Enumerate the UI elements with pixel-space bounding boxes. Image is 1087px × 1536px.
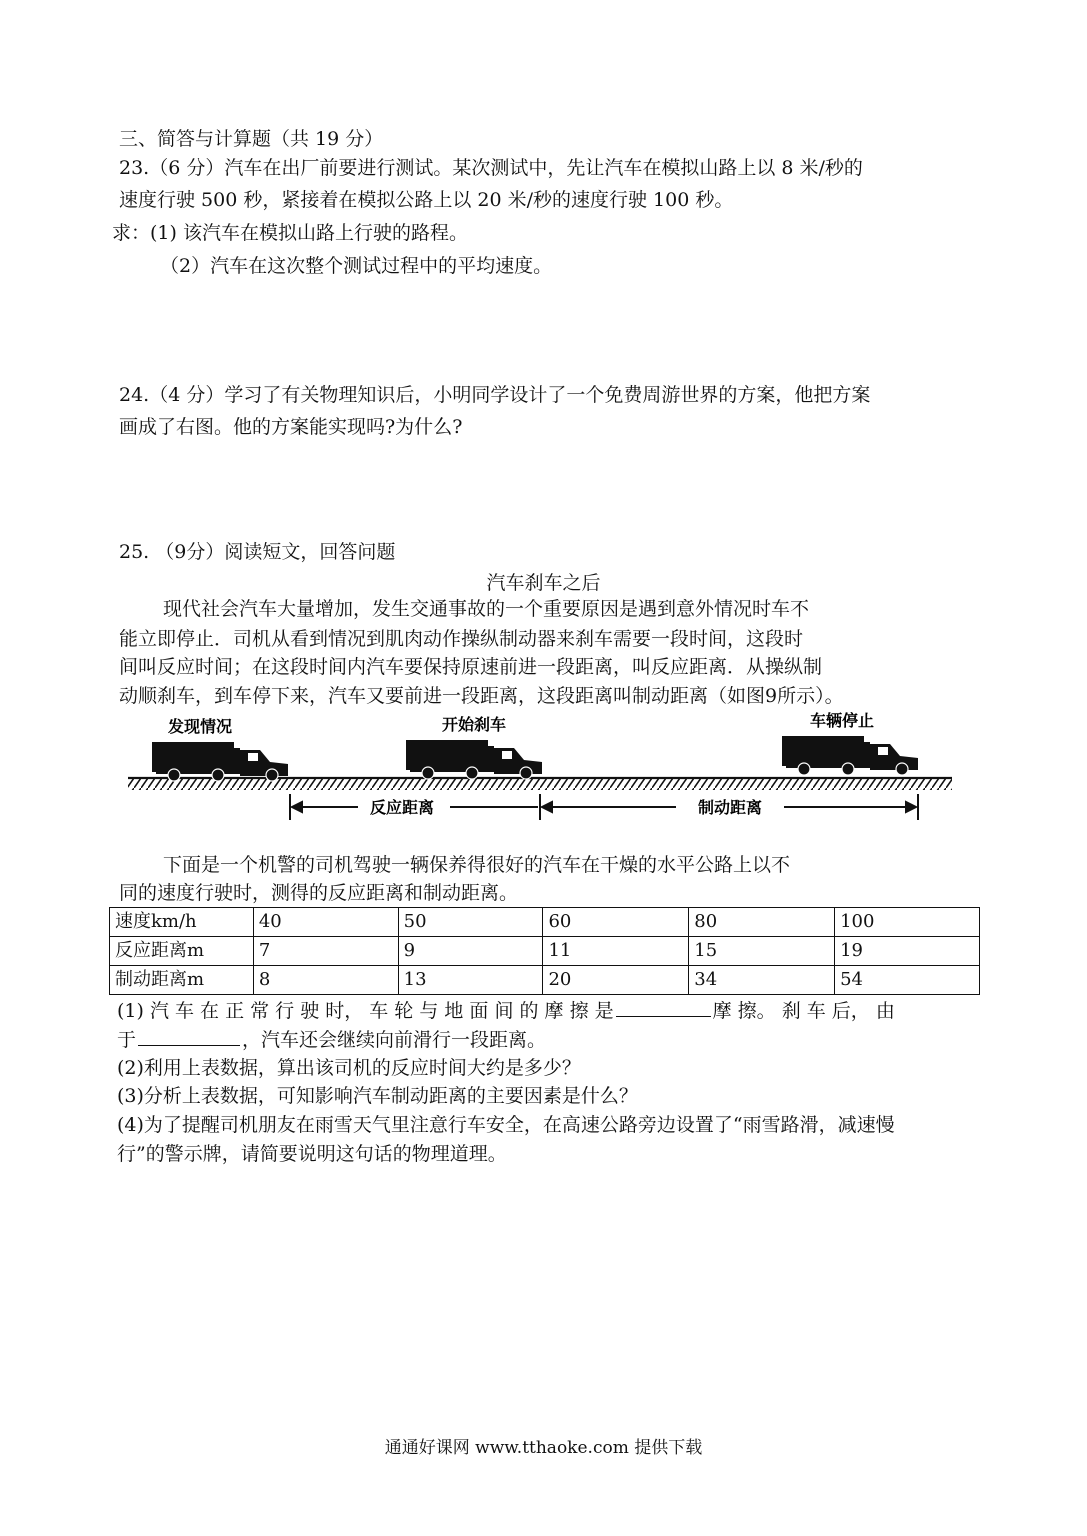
road-ground [128, 778, 952, 790]
label-reaction-distance: 反应距离 [370, 798, 435, 817]
table-row [110, 966, 980, 995]
table-cell: 制动距离m [110, 966, 254, 995]
label-brake: 开始刹车 [442, 715, 507, 734]
truck-icon [152, 742, 288, 781]
subq-1-text-a: (1) 汽 车 在 正 常 行 驶 时， 车 轮 与 地 面 间 的 摩 擦 是 [117, 1000, 614, 1022]
label-found: 发现情况 [168, 717, 233, 736]
subq-1-text-c: 于 [117, 1029, 137, 1051]
table-row [110, 937, 980, 966]
table-cell: 8 [253, 966, 398, 995]
footer-credit: 通通好课网 www.tthaoke.com 提供下载 [384, 1438, 703, 1458]
q23-ask-2: （2）汽车在这次整个测试过程中的平均速度。 [160, 255, 553, 277]
distance-table [109, 907, 980, 995]
answer-blank-2[interactable] [138, 1027, 240, 1046]
q24-line-1: 24.（4 分）学习了有关物理知识后，小明同学设计了一个免费周游世界的方案，他把方案 [119, 384, 871, 406]
passage-para2-line-1: 下面是一个机警的司机驾驶一辆保养得很好的汽车在干燥的水平公路上以不 [163, 854, 791, 876]
subq-4-line-2: 行”的警示牌，请简要说明这句话的物理道理。 [117, 1143, 507, 1165]
label-stop: 车辆停止 [810, 711, 875, 730]
label-braking-distance: 制动距离 [698, 798, 763, 817]
subq-4-line-1: (4)为了提醒司机朋友在雨雪天气里注意行车安全，在高速公路旁边设置了“雨雪路滑，减速慢 [117, 1114, 895, 1136]
table-cell: 7 [253, 937, 398, 966]
q23-line-2: 速度行驶 500 秒，紧接着在模拟公路上以 20 米/秒的速度行驶 100 秒。 [119, 189, 734, 211]
table-cell: 13 [398, 966, 543, 995]
subq-1-text-b: 摩 擦。 刹 车 后， 由 [712, 1000, 895, 1022]
table-row [110, 908, 980, 937]
subq-3: (3)分析上表数据，可知影响汽车制动距离的主要因素是什么？ [117, 1085, 638, 1107]
table-cell: 19 [835, 937, 980, 966]
q23-ask-1: 求：(1) 该汽车在模拟山路上行驶的路程。 [112, 222, 468, 244]
table-cell: 11 [543, 937, 689, 966]
table-cell: 20 [543, 966, 689, 995]
passage-para1-line-1: 现代社会汽车大量增加，发生交通事故的一个重要原因是遇到意外情况时车不 [163, 598, 810, 620]
passage-para1-line-3: 间叫反应时间；在这段时间内汽车要保持原速前进一段距离，叫反应距离．从操纵制 [119, 656, 823, 678]
passage-title: 汽车刹车之后 [486, 572, 601, 594]
truck-icon [406, 740, 542, 779]
answer-blank-1[interactable] [616, 998, 711, 1017]
subq-1-line-1 [117, 998, 895, 1023]
q25-header: 25. （9分）阅读短文，回答问题 [119, 541, 396, 563]
passage-para1-line-2: 能立即停止．司机从看到情况到肌肉动作操纵制动器来刹车需要一段时间，这段时 [119, 628, 804, 650]
table-cell: 54 [835, 966, 980, 995]
table-cell: 60 [543, 908, 689, 937]
subq-1-line-2 [117, 1027, 546, 1052]
table-cell: 9 [398, 937, 543, 966]
table-cell: 80 [689, 908, 835, 937]
q24-line-2: 画成了右图。他的方案能实现吗?为什么? [119, 416, 463, 438]
table-cell: 100 [835, 908, 980, 937]
table-cell: 速度km/h [110, 908, 254, 937]
braking-figure [120, 708, 960, 823]
q23-line-1: 23.（6 分）汽车在出厂前要进行测试。某次测试中，先让汽车在模拟山路上以 8 米/秒的 [119, 157, 863, 179]
section-header: 三、简答与计算题（共 19 分） [119, 128, 384, 150]
table-cell: 反应距离m [110, 937, 254, 966]
table-cell: 34 [689, 966, 835, 995]
passage-para2-line-2: 同的速度行驶时，测得的反应距离和制动距离。 [119, 882, 519, 904]
passage-para1-line-4: 动顺刹车，到车停下来，汽车又要前进一段距离，这段距离叫制动距离（如图9所示）。 [119, 685, 844, 707]
truck-icon [782, 736, 918, 775]
table-cell: 40 [253, 908, 398, 937]
subq-2: (2)利用上表数据，算出该司机的反应时间大约是多少？ [117, 1057, 581, 1079]
table-cell: 15 [689, 937, 835, 966]
subq-1-text-d: ，汽车还会继续向前滑行一段距离。 [242, 1029, 547, 1051]
table-cell: 50 [398, 908, 543, 937]
